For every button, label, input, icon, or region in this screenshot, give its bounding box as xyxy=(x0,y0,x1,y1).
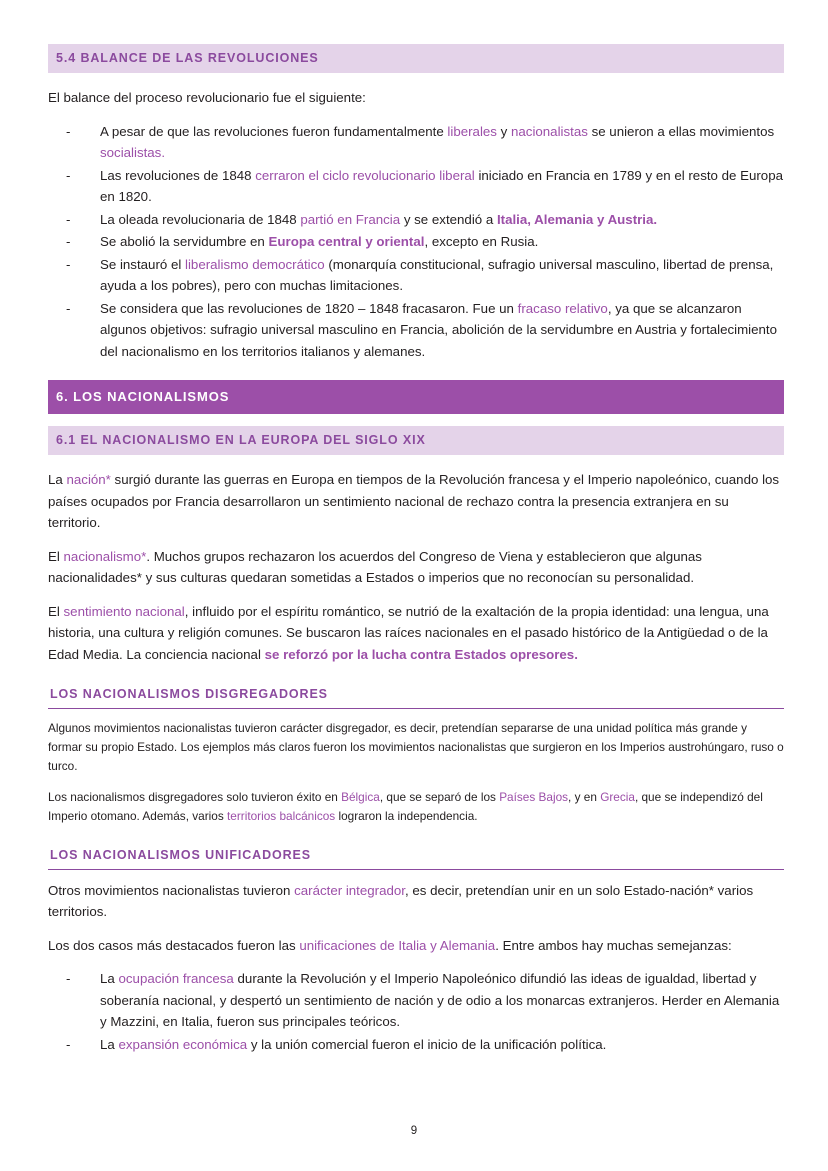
balance-intro-paragraph: El balance del proceso revolucionario fue el siguiente: xyxy=(48,90,366,105)
list-item: - La expansión económica y la unión comercial fueron el inicio de la unificación política. xyxy=(48,1034,784,1056)
list-item: - A pesar de que las revoluciones fueron fundamentalmente liberales y nacionalistas se unieron a ellas movimientos socialistas. xyxy=(48,121,784,164)
section-heading-balance: 5.4 BALANCE DE LAS REVOLUCIONES xyxy=(48,44,784,73)
balance-bullet-list xyxy=(48,121,784,363)
nacionalismo-paragraph: El nacionalismo*. Muchos grupos rechazaron los acuerdos del Congreso de Viena y establecieron que algunas nacionalidades* y sus culturas quedaran sometidas a Estados o imperios que no reconocían su personalidad. xyxy=(48,548,702,586)
list-item: - Se instauró el liberalismo democrático (monarquía constitucional, sufragio universal masculino, libertad de prensa, ayuda a los pobres), pero con muchas limitaciones. xyxy=(48,254,784,297)
list-item: - Se abolió la servidumbre en Europa central y oriental, excepto en Rusia. xyxy=(48,231,784,253)
sentimiento-nacional-paragraph: El sentimiento nacional, influido por el espíritu romántico, se nutrió de la exaltación de la propia identidad: una lengua, una historia, una cultura y religión comunes. Se buscaron las raíces nacionales en el pasado histórico de la Antigüedad o de la Edad Media. La conciencia nacional se reforzó por la lucha contra Estados opresores. xyxy=(48,603,769,662)
disgregadores-paragraph-2: Los nacionalismos disgregadores solo tuvieron éxito en Bélgica, que se separó de los Países Bajos, y en Grecia, que se independizó del Imperio otomano. Además, varios territorios balcánicos lograron la independencia. xyxy=(48,789,763,823)
nacion-paragraph: La nación* surgió durante las guerras en Europa en tiempos de la Revolución francesa y el Imperio napoleónico, cuando los países ocupados por Francia desarrollaron un sentimiento nacional de rechazo contra la presencia extranjera en su territorio. xyxy=(48,471,780,531)
section-heading-unificadores: LOS NACIONALISMOS UNIFICADORES xyxy=(48,848,784,870)
section-heading-disgregadores: LOS NACIONALISMOS DISGREGADORES xyxy=(48,687,784,709)
disgregadores-paragraph-1: Algunos movimientos nacionalistas tuvieron carácter disgregador, es decir, pretendían separarse de una unidad política más grande y formar su propio Estado. Los ejemplos más claros fueron los movimientos nacionalistas que surgieron en los Imperios austrohúngaro, ruso o turco. xyxy=(48,721,784,774)
unificadores-paragraph-2: Los dos casos más destacados fueron las unificaciones de Italia y Alemania. Entre ambos hay muchas semejanzas: xyxy=(48,937,732,953)
list-item: - Las revoluciones de 1848 cerraron el ciclo revolucionario liberal iniciado en Francia en 1789 y en el resto de Europa en 1820. xyxy=(48,165,784,208)
section-heading-nacionalismos: 6. LOS NACIONALISMOS xyxy=(48,380,784,414)
list-item: - La oleada revolucionaria de 1848 partió en Francia y se extendió a Italia, Alemania y Austria. xyxy=(48,209,784,231)
page-number: 9 xyxy=(410,1125,418,1137)
section-heading-nacionalismo-europa: 6.1 EL NACIONALISMO EN LA EUROPA DEL SIGLO XIX xyxy=(48,426,784,455)
unificadores-paragraph-1: Otros movimientos nacionalistas tuvieron carácter integrador, es decir, pretendían unir en un solo Estado-nación* varios territorios. xyxy=(48,882,754,920)
unificadores-bullet-list xyxy=(48,968,784,1055)
list-item: - Se considera que las revoluciones de 1820 – 1848 fracasaron. Fue un fracaso relativo, ya que se alcanzaron algunos objetivos: sufragio universal masculino en Francia, abolición de la servidumbre en Austria y fortalecimiento del nacionalismo en los territorios italianos y alemanes. xyxy=(48,298,784,363)
list-item: - La ocupación francesa durante la Revolución y el Imperio Napoleónico difundió las ideas de igualdad, libertad y soberanía nacional, y despertó un sentimiento de nación y de odio a los monarcas extranjeros. Herder en Alemania y Mazzini, en Italia, fueron sus principales teóricos. xyxy=(48,968,784,1033)
